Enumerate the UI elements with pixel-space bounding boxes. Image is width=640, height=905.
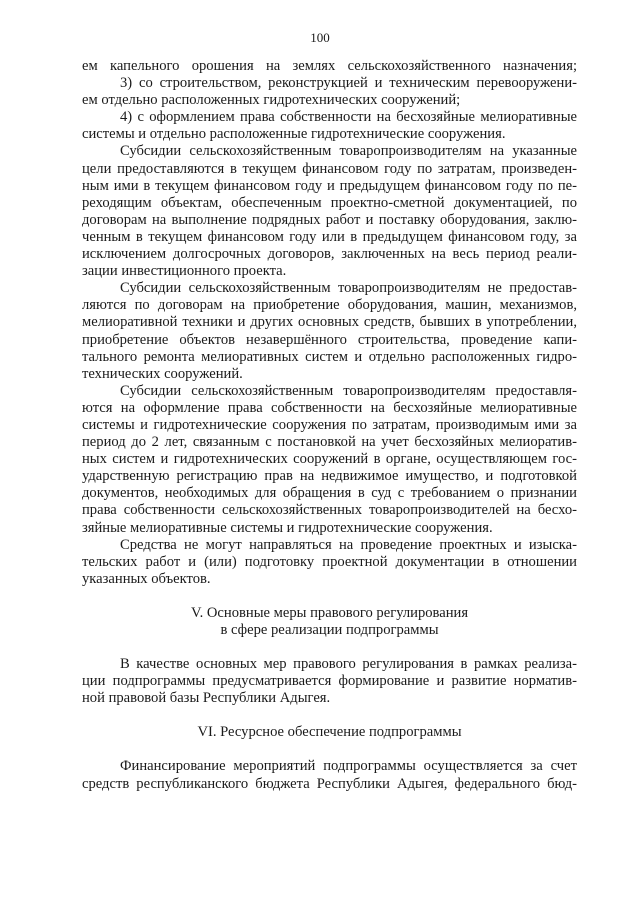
text-line: мелиоративной техники и других основных средств, бывших в употреблении, <box>82 314 577 331</box>
text-line: технических сооружений. <box>82 365 243 382</box>
text-line: В качестве основных мер правового регулирования в рамках реализа- <box>120 656 577 673</box>
paragraph-funds-restriction <box>82 537 577 588</box>
text-line: тельских работ и (или) подготовку проектной документации в отношении <box>82 553 577 570</box>
text-line: ем отдельно расположенных гидротехнических сооружений; <box>82 92 461 109</box>
paragraph-financing <box>82 758 577 792</box>
paragraph-subsidies-ownership <box>82 383 577 537</box>
text-line: договорам на выполнение подрядных работ и поставку оборудования, заклю- <box>82 211 577 228</box>
text-line: ченным в текущем финансовом году или в предыдущем финансовом году, за <box>82 228 577 245</box>
text-line: 3) со строительством, реконструкцией и техническим перевооружени- <box>120 75 577 92</box>
section-heading-resource-provision <box>82 724 577 741</box>
text-line: ем капельного орошения на землях сельскохозяйственного назначения; <box>82 58 577 74</box>
text-line: тального ремонта мелиоративных систем и отдельно расположенных гидро- <box>82 348 577 365</box>
text-line: ным ими в текущем финансовом году и предыдущем финансовом году по пе- <box>82 177 577 194</box>
text-line: указанных объектов. <box>82 570 211 587</box>
text-line: документов, необходимых для обращения в суд с требованием о признании <box>82 485 577 502</box>
text-line: ной правовой базы Республики Адыгея. <box>82 690 331 707</box>
text-line: Финансирование мероприятий подпрограммы осуществляется за счет <box>120 758 577 775</box>
text-line: Субсидии сельскохозяйственным товаропроизводителям предоставля- <box>120 382 577 399</box>
text-line: Субсидии сельскохозяйственным товаропроизводителям на указанные <box>120 143 577 160</box>
paragraph-legal-regulation <box>82 656 577 707</box>
text-line: приобретение объектов незавершённого строительства, проведение капи- <box>82 331 577 348</box>
text-line: ются на оформление права собственности на бесхозяйные мелиоративные <box>82 399 577 416</box>
text-line: реходящим объектам, обеспеченным проектно-сметной документацией, по <box>82 194 577 211</box>
list-continuation <box>82 58 577 143</box>
text-line: системы и гидротехнические сооружения по затратам, производимым ими за <box>82 416 577 433</box>
section-heading-legal-regulation <box>82 605 577 639</box>
text-line: Средства не могут направляться на проведение проектных и изыска- <box>120 536 577 553</box>
text-line: права собственности сельскохозяйственных товаропроизводителей на бесхо- <box>82 502 577 519</box>
text-line: ции подпрограммы предусматривается формирование и развитие норматив- <box>82 673 577 690</box>
page-number: 100 <box>310 30 330 45</box>
text-line: период до 2 лет, связанным с постановкой на учет бесхозяйных мелиоратив- <box>82 434 577 451</box>
text-line: зации инвестиционного проекта. <box>82 263 287 280</box>
text-line: системы и отдельно расположенные гидротехнические сооружения. <box>82 126 506 143</box>
text-line: 4) с оформлением права собственности на бесхозяйные мелиоративные <box>120 109 577 126</box>
heading-line: в сфере реализации подпрограммы <box>220 622 439 638</box>
document-body <box>82 58 577 793</box>
text-line: ных систем и гидротехнических сооружений в органе, осуществляющем гос- <box>82 451 577 468</box>
paragraph-subsidies-exclusions <box>82 280 577 383</box>
heading-line: VI. Ресурсное обеспечение подпрограммы <box>197 724 462 741</box>
text-line: средств республиканского бюджета Республики Адыгея, федерального бюд- <box>82 775 577 792</box>
text-line: Субсидии сельскохозяйственным товаропроизводителям не предостав- <box>120 280 577 297</box>
text-line: цели предоставляются в текущем финансовом году по затратам, произведен- <box>82 160 577 177</box>
text-line: исключением долгосрочных договоров, заключенных на весь период реали- <box>82 246 577 263</box>
text-line: ударственную регистрацию прав на недвижимое имущество, и подготовкой <box>82 468 577 485</box>
text-line: зяйные мелиоративные системы и гидротехнические сооружения. <box>82 519 493 536</box>
text-line: ляются по договорам на приобретение оборудования, машин, механизмов, <box>82 297 577 314</box>
heading-line: V. Основные меры правового регулирования <box>190 604 469 621</box>
paragraph-subsidies-conditions <box>82 143 577 280</box>
